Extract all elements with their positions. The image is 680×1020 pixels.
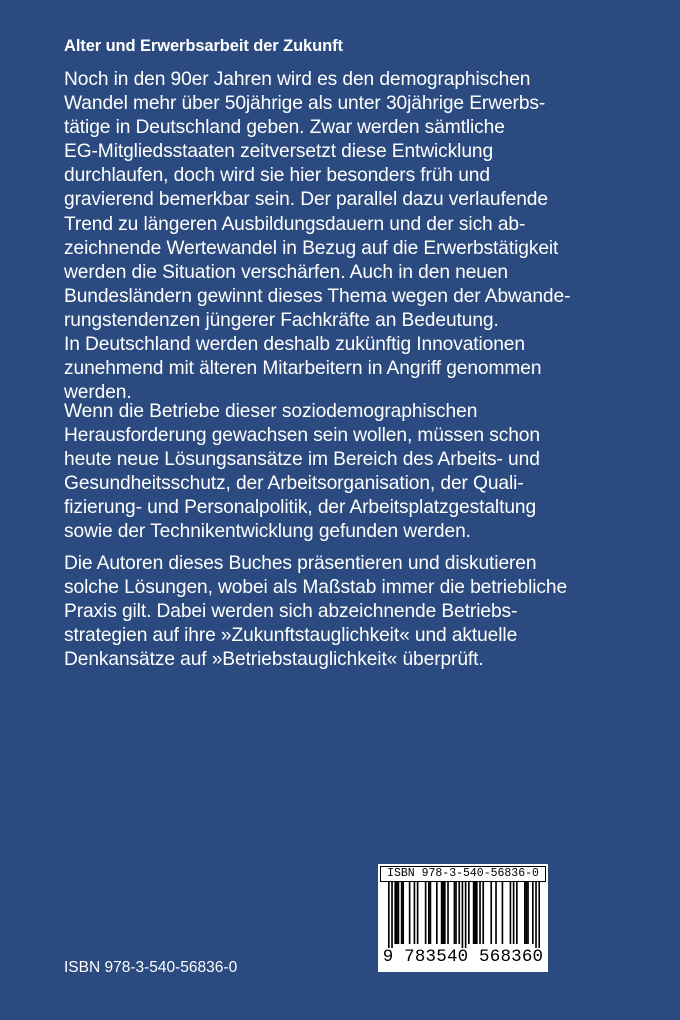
isbn-footer: ISBN 978-3-540-56836-0 [64, 959, 238, 976]
barcode-bar [398, 882, 400, 944]
text-line: In Deutschland werden deshalb zukünftig Innovationen [64, 334, 525, 356]
barcode-bar [476, 882, 478, 944]
barcode-bar [436, 882, 438, 944]
barcode-bar [401, 882, 403, 944]
barcode-digits: 9 783540 568360 [382, 947, 544, 967]
barcode-bar [538, 882, 540, 948]
barcode-bar [490, 882, 492, 944]
barcode-bar [495, 882, 497, 944]
text-line: solche Lösungen, wobei als Maßstab immer die betriebliche [64, 577, 568, 599]
barcode-bar [391, 882, 393, 948]
barcode-bar [513, 882, 515, 944]
barcode-isbn-text: ISBN 978-3-540-56836-0 [380, 866, 546, 882]
text-line: Wandel mehr über 50jährige als unter 30jährige Erwerbs- [64, 93, 546, 115]
text-line: Trend zu längeren Ausbildungsdauern und der sich ab- [64, 213, 526, 235]
text-line: Denkansätze auf »Betriebstauglichkeit« überprüft. [64, 649, 484, 671]
paragraph-1 [64, 68, 624, 405]
barcode-bar [442, 882, 444, 944]
barcode-bar [527, 882, 529, 944]
barcode-bar [535, 882, 537, 948]
barcode-bar [473, 882, 475, 944]
barcode-bar [479, 882, 481, 944]
barcode-bar [454, 882, 456, 944]
text-line: strategien auf ihre »Zukunftstauglichkeit« und aktuelle [64, 625, 518, 647]
text-line: tätige in Deutschland geben. Zwar werden sämtliche [64, 117, 505, 139]
text-line: Die Autoren dieses Buches präsentieren und diskutieren [64, 553, 537, 574]
barcode-bar [394, 882, 396, 944]
text-line: durchlaufen, doch wird sie hier besonders früh und [64, 165, 490, 187]
barcode-bar [482, 882, 484, 944]
text-line: rungstendenzen jüngerer Fachkräfte an Bedeutung. [64, 309, 499, 331]
text-line: fizierung- und Personalpolitik, der Arbeitsplatzgestaltung [64, 497, 537, 519]
barcode-bar [444, 882, 446, 944]
barcode-bar [425, 882, 427, 944]
text-line: zunehmend mit älteren Mitarbeitern in Angriff genommen [64, 358, 542, 380]
barcode-bar [396, 882, 398, 944]
barcode-bar [474, 882, 476, 944]
text-line: sowie der Technikentwicklung gefunden werden. [64, 521, 471, 543]
barcode-bar [526, 882, 528, 944]
barcode-bar [447, 882, 449, 944]
barcode-bar [516, 882, 518, 944]
barcode-bar [510, 882, 512, 944]
barcode-bar [417, 882, 419, 944]
paragraph-3 [64, 552, 624, 672]
text-line: Herausforderung gewachsen sein wollen, müssen schon [64, 425, 540, 447]
text-line: Praxis gilt. Dabei werden sich abzeichnende Betriebs- [64, 601, 518, 623]
barcode-bar [458, 882, 460, 944]
text-line: Gesundheitsschutz, der Arbeitsorganisation, der Quali- [64, 473, 524, 495]
barcode-bar [465, 882, 467, 948]
text-line: heute neue Lösungsansätze im Bereich des Arbeits- und [64, 449, 540, 471]
text-line: Bundesländern gewinnt dieses Thema wegen der Abwande- [64, 285, 571, 307]
barcode-bar [468, 882, 470, 944]
text-line: Noch in den 90er Jahren wird es den demographischen [64, 69, 531, 90]
text-line: werden. [64, 382, 132, 404]
barcode-bar [409, 882, 411, 944]
barcode-icon [388, 882, 540, 948]
barcode-bar [414, 882, 416, 944]
barcode-label [378, 864, 548, 972]
barcode-bar [455, 882, 457, 944]
barcode-bar [462, 882, 464, 948]
barcode-bar [502, 882, 504, 944]
barcode-bar [524, 882, 526, 944]
barcode-bar [402, 882, 404, 944]
text-line: gravierend bemerkbar sein. Der parallel dazu verlaufende [64, 189, 548, 211]
barcode-bar [532, 882, 534, 944]
paragraph-2 [64, 400, 624, 545]
text-line: werden die Situation verschärfen. Auch in den neuen [64, 261, 508, 283]
text-line: Wenn die Betriebe dieser soziodemographischen [64, 401, 478, 422]
text-line: EG-Mitgliedsstaaten zeitversetzt diese Entwicklung [64, 141, 494, 163]
text-line: zeichnende Wertewandel in Bezug auf die Erwerbstätigkeit [64, 237, 559, 259]
cover-title: Alter und Erwerbsarbeit der Zukunft [64, 37, 343, 55]
barcode-bar [428, 882, 430, 944]
barcode-bar [441, 882, 443, 944]
barcode-bar [388, 882, 390, 948]
barcode-bar [430, 882, 432, 944]
